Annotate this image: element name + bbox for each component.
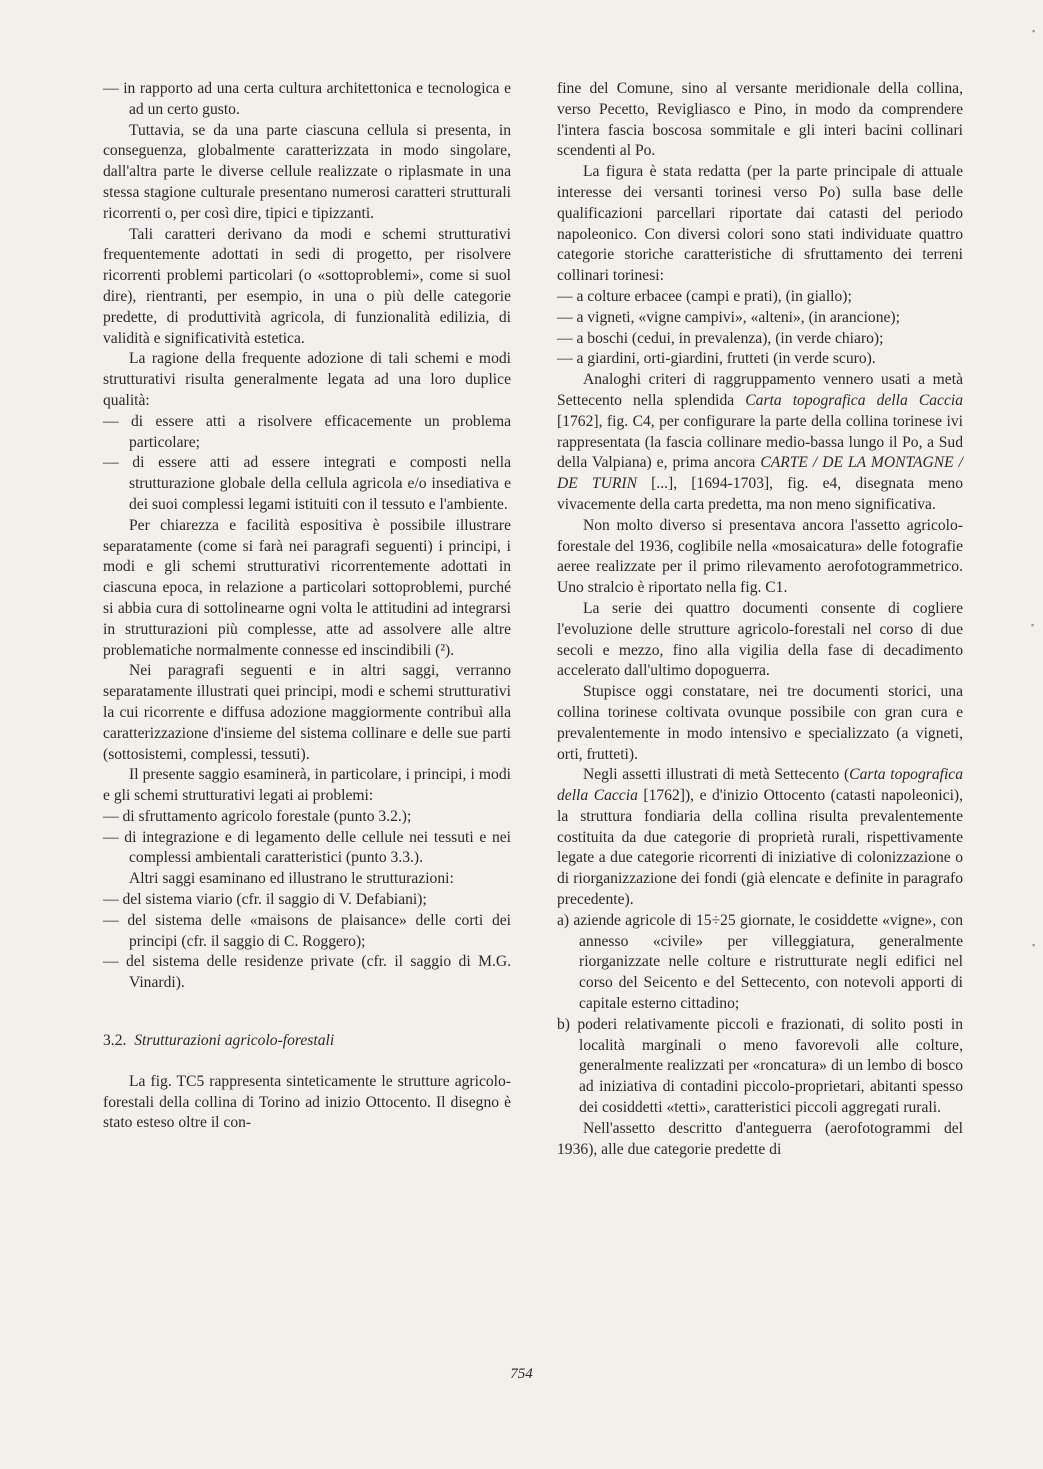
page-number: 754 bbox=[510, 1366, 533, 1382]
section-heading bbox=[103, 1031, 511, 1052]
list-item: a) aziende agricole di 15÷25 giornate, le cosiddette «vigne», con annesso «civile» per villeggiatura, generalmente riorganizzate nelle colture e ristrutturate negli edifici nel corso del Seicento e del Settecento, con notevoli apporti di capitale esterno cittadino; bbox=[557, 911, 963, 1013]
list-item: — di sfruttamento agricolo forestale (punto 3.2.); bbox=[103, 807, 412, 825]
paragraph: Per chiarezza e facilità espositiva è possibile illustrare separatamente (come si farà nei paragrafi seguenti) i principi, i modi e gli schemi strutturativi ricorrentemente adottati in ciascuna epoca, in relazione a particolari sottoproblemi, purché si abbia cura di sottolinearne ogni volta le attitudini ad integrarsi in strutturazioni più complesse, atte ad assolvere alle altre problematiche normalmente connesse ed inscindibili (²). bbox=[103, 516, 511, 659]
list-item: b) poderi relativamente piccoli e frazionati, di solito posti in località marginali o meno favorevoli alle colture, generalmente realizzati per «roncatura» di un lembo di bosco ad iniziativa di contadini piccolo-proprietari, abitanti spesso dei cosiddetti «tetti», caratteristici piccoli aggregati rurali. bbox=[557, 1015, 963, 1117]
list-item: — di essere atti a risolvere efficacemente un problema particolare; bbox=[103, 412, 511, 451]
paragraph: Stupisce oggi constatare, nei tre documenti storici, una collina torinese coltivata ovunque possibile con gran cura e prevalentemente in modo intensivo e specializzato (a vigneti, orti, frutteti). bbox=[557, 683, 963, 763]
list-item: — di integrazione e di legamento delle cellule nei tessuti e nei complessi ambientali caratteristici (punto 3.3.). bbox=[103, 828, 511, 867]
paragraph: La ragione della frequente adozione di tali schemi e modi strutturativi risulta generalmente legata ad una loro duplice qualità: bbox=[103, 350, 511, 409]
paragraph: — in rapporto ad una certa cultura architettonica e tecnologica e ad un certo gusto. bbox=[103, 80, 511, 118]
list-item: — del sistema delle residenze private (cfr. il saggio di M.G. Vinardi). bbox=[103, 953, 511, 992]
paragraph: Tuttavia, se da una parte ciascuna cellula si presenta, in conseguenza, globalmente caratterizzata in modo singolare, dall'altra parte le diverse cellule realizzate o riplasmate in una stessa stagione culturale presentano numerosi caratteri strutturali ricorrenti o, per così dire, tipici e tipizzanti. bbox=[103, 121, 511, 222]
map-title: Carta topografica della Caccia bbox=[557, 766, 964, 805]
paragraph: La fig. TC5 rappresenta sinteticamente le strutture agricolo-forestali della collina di Torino ad inizio Ottocento. Il disegno è stato esteso oltre il con- bbox=[103, 1072, 511, 1132]
paragraph: Altri saggi esaminano ed illustrano le strutturazioni: bbox=[129, 870, 454, 888]
paragraph: Tali caratteri derivano da modi e schemi strutturativi frequentemente adottati in sedi di progetto, per risolvere ricorrenti problemi particolari (o «sottoproblemi», come si suol dire), rientranti, per esempio, in una o più delle categorie predette, di produttività agricola, di funzionalità edilizia, di validità e significatività estetica. bbox=[103, 225, 511, 347]
paragraph: Analoghi criteri di raggruppamento vennero usati a metà Settecento nella splendida Carta topografica della Caccia [1762], fig. C4, per configurare la parte della collina torinese ivi rappresentata (la fascia collinare medio-bassa lungo il Po, a Sud della Valpiana) e, prima ancora CARTE / DE LA MONTAGNE / DE TURIN [...], [1694-1703], fig. e4, disegnata meno vivacemente della carta predetta, ma non meno significativa. bbox=[557, 371, 963, 513]
paragraph: Il presente saggio esaminerà, in particolare, i principi, i modi e gli schemi strutturativi legati ai problemi: bbox=[103, 766, 511, 805]
paragraph: Negli assetti illustrati di metà Settecento (Carta topografica della Caccia [1762]), e d'inizio Ottocento (catasti napoleonici), la struttura fondiaria della collina risulta prevalentemente costituita da due categorie di proprietà rurali, rispettivamente legate a due categorie ricorrenti di iniziative di colonizzazione o di riorganizzazione dei fondi (già elencate e definite in paragrafo precedente). bbox=[557, 766, 964, 909]
section-title: Strutturazioni agricolo-forestali bbox=[134, 1032, 335, 1050]
right-column bbox=[557, 79, 963, 1160]
paragraph: fine del Comune, sino al versante meridionale della collina, verso Pecetto, Revigliasco e Pino, in modo da comprendere l'intera fascia boscosa sommitale e gli interi bacini collinari scendenti al Po. bbox=[557, 80, 963, 160]
section-number: 3.2. bbox=[103, 1032, 127, 1050]
list-item: — del sistema delle «maisons de plaisance» delle corti dei principi (cfr. il saggio di C. Roggero); bbox=[103, 911, 511, 950]
map-title: Carta topografica della Caccia bbox=[745, 391, 963, 409]
list-item: — a colture erbacee (campi e prati), (in giallo); bbox=[557, 287, 852, 305]
paragraph: Nell'assetto descritto d'anteguerra (aerofotogrammi del 1936), alle due categorie predette di bbox=[557, 1119, 963, 1158]
paragraph: Nei paragrafi seguenti e in altri saggi, verranno separatamente illustrati quei principi, modi e schemi strutturativi la cui ricorrente e diffusa adozione maggiormente contribuì alla caratterizzazione d'insieme del sistema collinare e delle sue parti (sottosistemi, complessi, tessuti). bbox=[103, 662, 511, 763]
list-item: — a boschi (cedui, in prevalenza), (in verde chiaro); bbox=[557, 329, 884, 347]
list-item: — di essere atti ad essere integrati e composti nella strutturazione globale della cellula agricola e/o insediativa e dei suoi complessi legami istituiti con il tessuto e l'ambiente. bbox=[103, 454, 511, 513]
paragraph: La serie dei quattro documenti consente di cogliere l'evoluzione delle strutture agricolo-forestali nel corso di due secoli e mezzo, fino alla vigilia della fase di decadimento accelerato dall'ultimo dopoguerra. bbox=[557, 599, 963, 680]
paragraph: La figura è stata redatta (per la parte principale di attuale interesse dei versanti torinesi verso Po) sulla base delle qualificazioni parcellari riportate dai catasti del periodo napoleonico. Con diversi colori sono stati individuate quattro categorie storiche caratteristiche di sfruttamento dei terreni collinari torinesi: bbox=[557, 163, 963, 285]
paragraph: Non molto diverso si presentava ancora l'assetto agricolo-forestale del 1936, coglibile nella «mosaicatura» delle fotografie aeree realizzate per il primo rilevamento aerofotogrammetrico. Uno stralcio è riportato nella fig. C1. bbox=[557, 516, 963, 597]
list-item: — a vigneti, «vigne campivi», «alteni», (in arancione); bbox=[557, 308, 900, 326]
list-item: — a giardini, orti-giardini, frutteti (in verde scuro). bbox=[557, 350, 876, 368]
list-item: — del sistema viario (cfr. il saggio di V. Defabiani); bbox=[103, 891, 427, 909]
left-column bbox=[103, 79, 511, 1134]
map-title: CARTE / DE LA MONTAGNE / DE TURIN bbox=[557, 454, 963, 493]
